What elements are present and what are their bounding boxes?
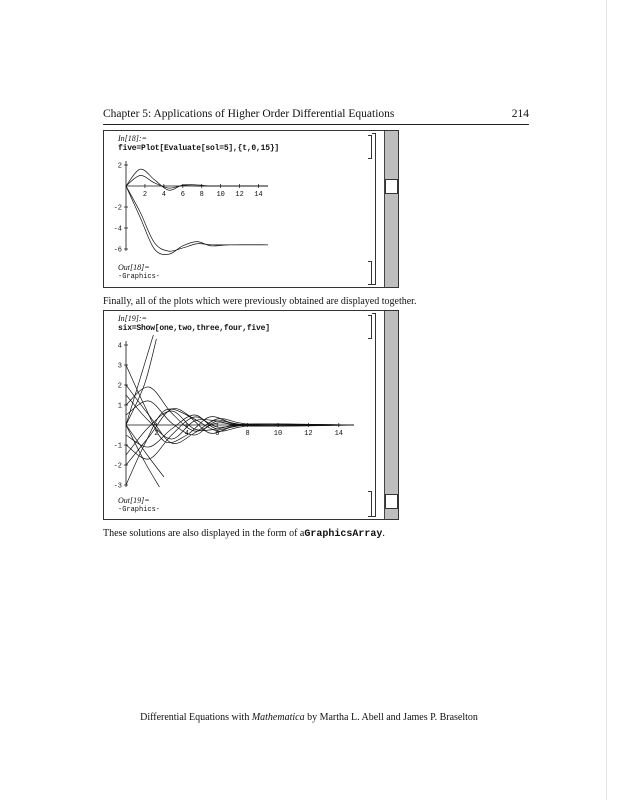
chapter-title: Chapter 5: Applications of Higher Order Differential Equations [103,108,395,120]
notebook-window-2 [103,310,399,520]
input-code-18[interactable]: five=Plot[Evaluate[sol=5],{t,0,15}] [118,144,280,153]
plot-six-y-tick-label: -2 [113,462,122,471]
plot-six-y-tick-label: -3 [113,482,122,491]
scrollbar-2[interactable] [384,311,398,519]
plot-six-y-tick-label: 2 [117,382,122,391]
plot-six-x-tick-label: 10 [273,430,283,438]
paragraph-solutions-text: These solutions are also displayed in the form of a [103,528,305,539]
plot-five-x-tick-label: 12 [235,191,244,199]
plot-five-y-tick-label: -4 [113,225,122,234]
scroll-thumb-2[interactable] [385,494,398,509]
cell-bracket-18c[interactable] [368,261,372,285]
plot-five-y-tick-label: 2 [117,162,122,171]
notebook-window-1 [103,130,399,288]
output-graphics-19: -Graphics- [118,506,161,514]
plot-five [112,159,272,259]
plot-six-series-2 [126,339,156,425]
scroll-thumb-1[interactable] [385,179,398,194]
plot-six-x-tick-label: 12 [304,430,313,438]
cell-bracket-19b[interactable] [372,313,376,517]
plot-six-series-9 [126,401,354,435]
plot-six-x-tick-label: 6 [215,430,220,438]
plot-five-y-tick-label: -6 [113,246,122,255]
plot-five-x-tick-label: 4 [161,191,166,199]
input-label-19: In[19]:= [118,314,147,323]
plot-six-y-tick-label: 3 [117,362,122,371]
plot-six-series-7 [126,385,354,444]
plot-five-x-tick-label: 2 [142,191,148,199]
cell-bracket-18b[interactable] [372,133,376,285]
plot-six-x-tick-label: 8 [245,430,250,438]
input-label-18: In[18]:= [118,134,147,143]
graphics-array-code: GraphicsArray [304,529,383,540]
page-footer [0,712,618,723]
paragraph-finally: Finally, all of the plots which were previously obtained are displayed together. [103,296,417,307]
plot-six-y-tick-label: -1 [113,442,122,451]
page-number: 214 [511,108,529,120]
output-label-18: Out[18]= [118,263,150,272]
plot-five-series-1 [126,169,268,190]
paragraph-solutions [103,528,385,540]
paragraph-solutions-end: . [382,528,385,539]
plot-six-x-tick-label: 14 [334,430,344,438]
plot-six-y-tick-label: 4 [117,342,122,351]
plot-five-series-3 [126,186,268,255]
plot-five-x-tick-label: 8 [199,191,204,199]
footer-prefix: Differential Equations with [140,712,252,723]
plot-five-x-tick-label: 6 [180,191,185,199]
input-code-19[interactable]: six=Show[one,two,three,four,five] [118,324,270,333]
plot-six-series-11 [126,395,354,439]
footer-italic: Mathematica [251,712,305,723]
plot-six [112,339,362,489]
page-edge-rule [606,0,607,800]
output-label-19: Out[19]= [118,496,150,505]
plot-six-x-tick-label: 4 [184,430,189,438]
cell-bracket-19c[interactable] [368,491,372,517]
plot-six-y-tick-label: 1 [117,402,122,411]
header-rule [103,124,529,125]
plot-five-x-tick-label: 14 [254,191,263,199]
scrollbar-1[interactable] [384,131,398,287]
plot-six-x-tick-label: 2 [154,430,159,438]
footer-suffix: by Martha L. Abell and James P. Braselton [304,712,478,723]
output-graphics-18: -Graphics- [118,273,161,281]
plot-five-y-tick-label: -2 [113,204,122,213]
plot-five-x-tick-label: 10 [216,191,225,199]
